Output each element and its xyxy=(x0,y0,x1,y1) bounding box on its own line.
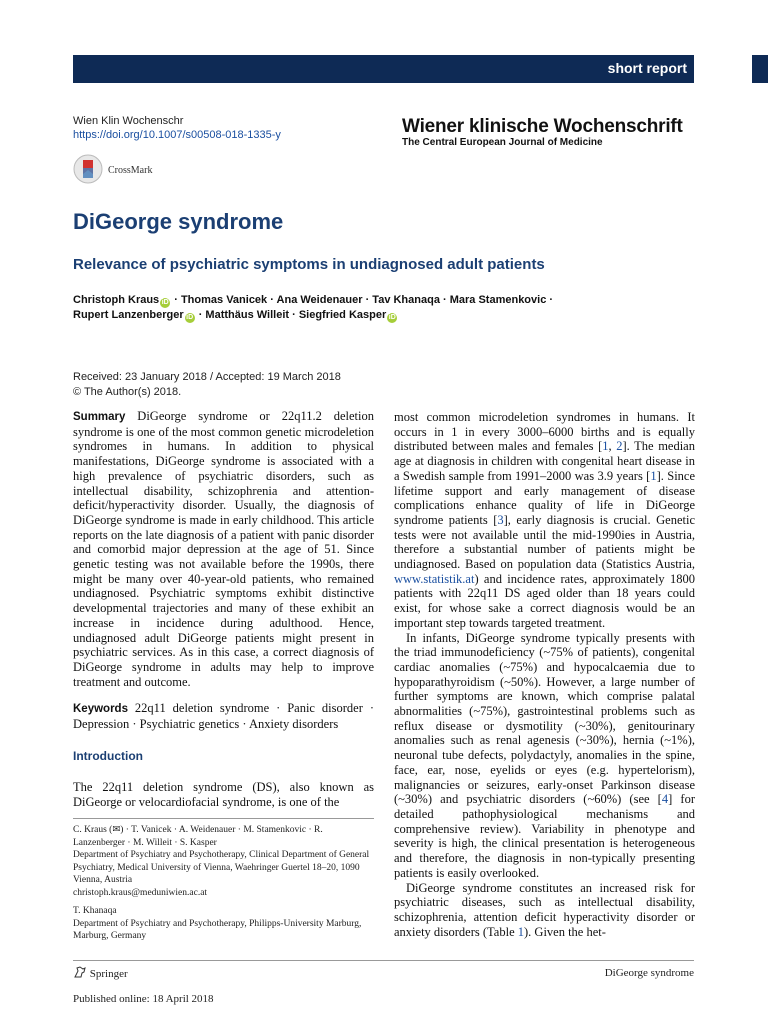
body-paragraph: DiGeorge syndrome constitutes an increased risk for psychiatric diseases, such as intellectual disability, schizophrenia, attention deficit hyperactivity disorder or anxiety disorders (Table 1). Given the het- xyxy=(394,880,695,939)
citation-link[interactable]: 2 xyxy=(616,439,623,454)
article-dates xyxy=(73,370,341,400)
statistik-link[interactable]: www.statistik.at xyxy=(394,571,475,586)
keywords-label: Keywords xyxy=(73,703,128,716)
running-title: DiGeorge syndrome xyxy=(604,967,694,979)
abstract xyxy=(73,409,374,689)
affiliation-names: T. Khanaqa xyxy=(73,906,117,916)
article-title: DiGeorge syndrome xyxy=(73,209,284,234)
author-list xyxy=(73,293,693,323)
journal-abbreviation: Wien Klin Wochenschr xyxy=(73,115,184,127)
citation-link[interactable]: 1 xyxy=(650,468,657,483)
article-subtitle: Relevance of psychiatric symptoms in undiagnosed adult patients xyxy=(73,256,545,273)
copyright: © The Author(s) 2018. xyxy=(73,386,182,398)
left-column xyxy=(73,409,374,810)
publisher-name: Springer xyxy=(89,968,128,980)
footer-divider xyxy=(73,960,694,961)
affiliation-dept: Department of Psychiatry and Psychotherapy, Clinical Department of General Psychiatry, Medical University of Vienna, Waehringer Guertel 18–20, 1090 Vienna, Austria xyxy=(73,850,370,885)
author-name[interactable]: Christoph Kraus xyxy=(73,294,160,306)
right-column xyxy=(394,410,695,939)
keywords-text: 22q11 deletion syndrome · Panic disorder · Depression · Psychiatric genetics · Anxiety disorders xyxy=(73,701,374,732)
summary-text: DiGeorge syndrome or 22q11.2 deletion syndrome is one of the most common genetic microdeletion syndromes in humans. In addition to physical manifestations, DiGeorge syndrome is associated with a high prevalence of psychiatric disorders, such as intellectual disability, schizophrenia and attention-deficit/hyperactivity disorder. Usually, the diagnosis of DiGeorge syndrome is made in early childhood. This article reports on the late diagnosis of a patient with panic disorder and comorbid major depression at the age of 51. Since genetic testing was not available before the 1990s, there might be many over 40-year-old patients, who remained undiagnosed. Psychiatric symptoms exhibit distinctive developmental trajectories and many of these exhibit an increase in incidence during adulthood. Hence, undiagnosed adult DiGeorge patients might present in psychiatric services. As in this case, a correct diagnosis of DiGeorge syndrome in adults may help to improve treatment and outcome. xyxy=(73,409,374,689)
citation-link[interactable]: 4 xyxy=(661,792,669,807)
summary-label: Summary xyxy=(73,411,126,423)
author-names: · Matthäus Willeit · Siegfried Kasper xyxy=(195,309,387,321)
affiliation-names: C. Kraus (✉) · T. Vanicek · A. Weidenauer · M. Stamenkovic · R. Lanzenberger · M. Willeit · S. Kasper xyxy=(73,825,323,848)
journal-subtitle: The Central European Journal of Medicine xyxy=(402,137,603,148)
affiliation-dept: Department of Psychiatry and Psychotherapy, Philipps-University Marburg, Marburg, Germany xyxy=(73,918,362,941)
author-names: · Thomas Vanicek · Ana Weidenauer · Tav Khanaqa · Mara Stamenkovic · xyxy=(171,294,554,306)
intro-paragraph: The 22q11 deletion syndrome (DS), also known as DiGeorge or velocardiofacial syndrome, is one of the xyxy=(73,780,374,810)
table-link[interactable]: 1 xyxy=(517,924,524,939)
received-accepted: Received: 23 January 2018 / Accepted: 19 March 2018 xyxy=(73,371,341,383)
author-name[interactable]: Rupert Lanzenberger xyxy=(73,309,184,321)
citation-link[interactable]: 1 xyxy=(602,439,609,454)
published-date: Published online: 18 April 2018 xyxy=(73,993,214,1005)
citation-link[interactable]: 3 xyxy=(497,512,504,527)
article-type-banner xyxy=(73,55,694,83)
article-type-label: short report xyxy=(607,60,687,76)
body-paragraph: In infants, DiGeorge syndrome typically presents with the triad immunodeficiency (~75% of patients), congenital cardiac anomalies (~75%) and hypocalcaemia due to hypoparathyroidism (~50%). However, a large number of further symptoms are known, which comprise palatal abnormalities (~75%), gastrointestinal problems such as reflux disease or dysmotility (~30%), genitourinary anomalies such as renal agenesis (~30%), hernia (~1%), neuronal tube defects, polydactyly, anomalies in the spine, face, ear, nose, eyelids or eyes (e.g. hypertelorism), malignancies or seizures, early-onset Parkinson disease (~30%) and psychiatric disorders (~60%) (see [4] for detailed pathophysiological mechanisms and comprehensive review). Variability in phenotype and severity is high, the clinical presentation is heterogeneous and therefore, the diagnosis in non-typically presenting patients is easily overlooked. xyxy=(394,630,695,880)
crossmark-icon[interactable] xyxy=(73,154,103,184)
orcid-icon[interactable]: iD xyxy=(388,314,396,321)
affiliation-divider xyxy=(73,818,374,819)
corresponding-email[interactable]: christoph.kraus@meduniwien.ac.at xyxy=(73,887,208,898)
crossmark-label[interactable]: CrossMark xyxy=(108,165,153,176)
affiliation-group xyxy=(73,824,374,899)
keywords xyxy=(73,701,374,731)
affiliations xyxy=(73,824,374,949)
doi-link[interactable]: https://doi.org/10.1007/s00508-018-1335-y xyxy=(73,129,281,141)
section-heading-introduction: Introduction xyxy=(73,748,143,763)
publisher-logo xyxy=(73,966,128,980)
edge-tab xyxy=(752,55,768,83)
orcid-icon[interactable]: iD xyxy=(161,299,169,306)
orcid-icon[interactable]: iD xyxy=(186,314,194,321)
springer-horse-icon xyxy=(73,966,87,978)
body-paragraph: most common microdeletion syndromes in humans. It occurs in 1 in every 3000–6000 births and is equally distributed between males and females [1, 2]. The median age at diagnosis in children with congenital heart disease in a Swedish sample from 1991–2000 was 3.9 years [1]. Since lifetime support and early management of disease complications enhance quality of life in DiGeorge syndrome patients [3], early diagnosis is crucial. Genetic tests were not available until the mid-1990ies in Austria, therefore a substantial number of patients might be undiagnosed. Based on population data (Statistics Austria, www.statistik.at) and incidence rates, approximately 1800 patients with 22q11 DS aged older than 18 years could exist, for whose sake a correct diagnosis would be an important step towards targeted treatment. xyxy=(394,410,696,630)
affiliation-group xyxy=(73,905,374,943)
journal-name: Wiener klinische Wochenschrift xyxy=(402,116,683,137)
